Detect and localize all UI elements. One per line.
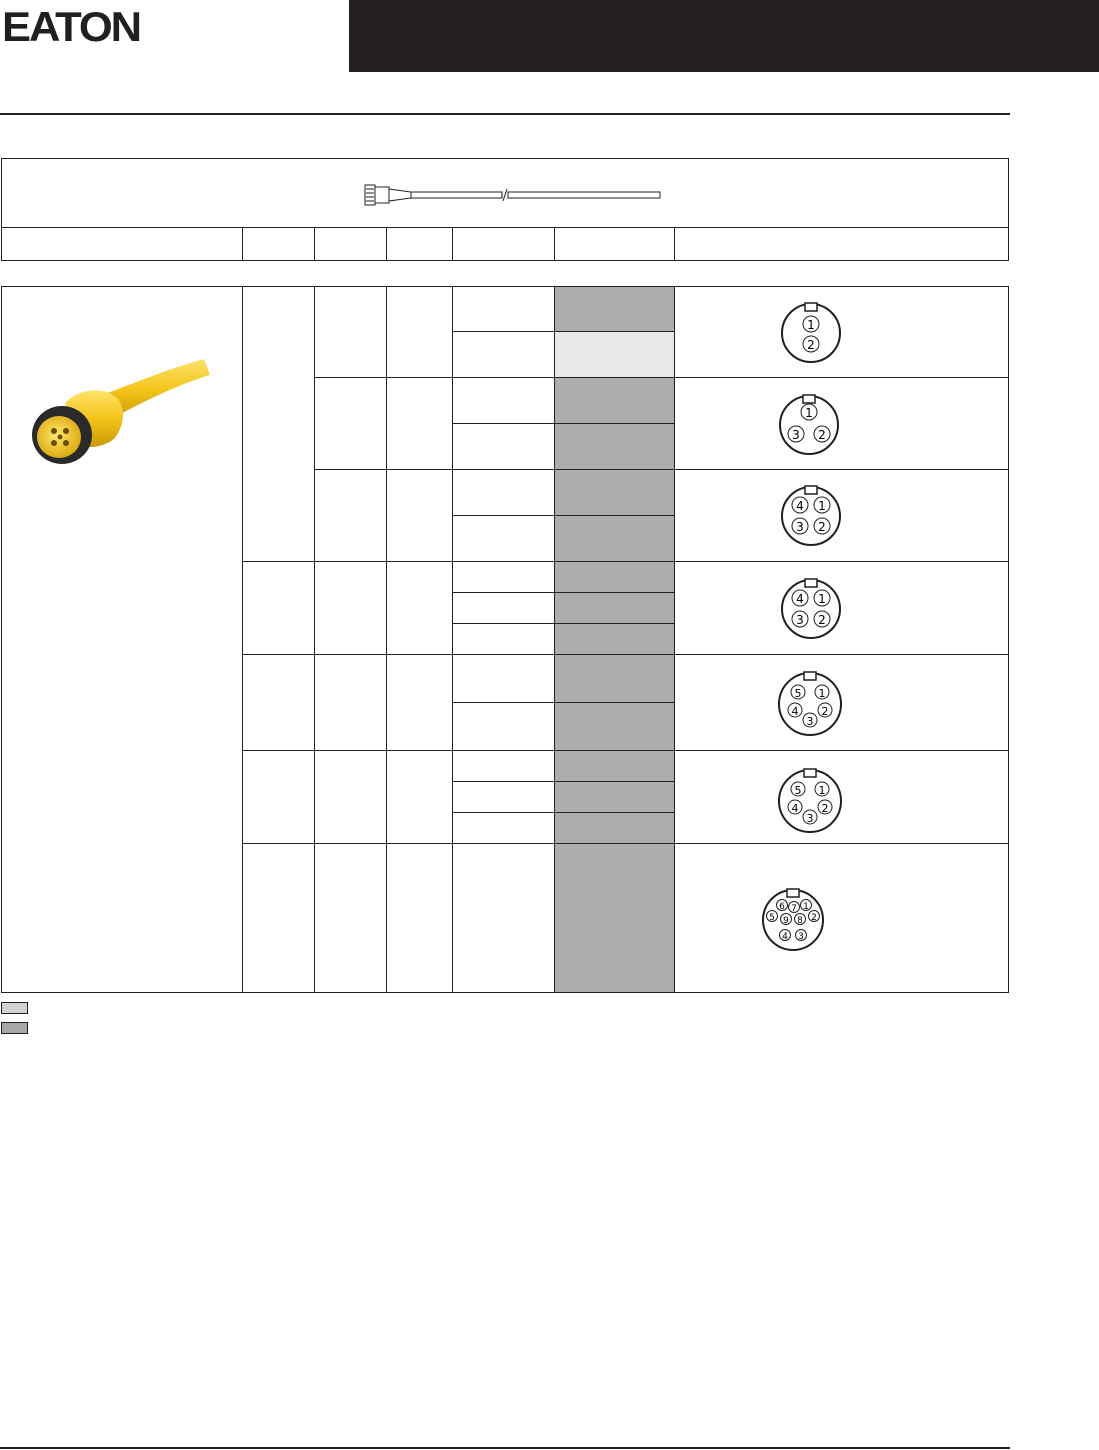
svg-text:1: 1: [818, 784, 826, 797]
svg-text:4: 4: [796, 592, 804, 606]
shaded-cell: [554, 703, 674, 750]
svg-text:3: 3: [792, 428, 800, 442]
svg-text:4: 4: [782, 932, 788, 942]
svg-text:5: 5: [794, 687, 802, 700]
pinout-5-pin-icon: [775, 668, 845, 738]
shaded-cell: [554, 470, 674, 515]
svg-text:4: 4: [791, 705, 799, 718]
eaton-logo: [2, 8, 142, 44]
svg-text:3: 3: [796, 613, 804, 627]
shaded-cell: [554, 424, 674, 469]
shaded-cell: [554, 562, 674, 592]
legend-swatch-light: [1, 1002, 28, 1014]
svg-text:2: 2: [818, 520, 826, 534]
pinout-2-pin-icon: [778, 299, 844, 365]
svg-text:1: 1: [805, 406, 813, 420]
cable-assembly-drawing-icon: [361, 181, 663, 211]
svg-text:1: 1: [803, 902, 809, 912]
svg-text:4: 4: [796, 499, 804, 513]
svg-text:9: 9: [783, 916, 789, 926]
table-header-box: [1, 158, 1009, 261]
svg-text:1: 1: [818, 687, 826, 700]
legend-swatch-dark: [1, 1022, 28, 1034]
svg-text:1: 1: [818, 499, 826, 513]
bottom-rule: [0, 1447, 1010, 1449]
svg-text:5: 5: [769, 913, 775, 923]
pinout-5-pin-icon: [775, 765, 845, 835]
svg-text:8: 8: [797, 916, 803, 926]
svg-text:2: 2: [818, 613, 826, 627]
product-table: [1, 286, 1009, 993]
svg-text:2: 2: [821, 705, 829, 718]
svg-text:3: 3: [806, 812, 814, 825]
connector-cable-photo: [26, 347, 216, 477]
svg-text:3: 3: [796, 520, 804, 534]
pinout-4-pin-icon: [778, 575, 844, 641]
svg-text:1: 1: [818, 592, 826, 606]
svg-text:EATON: EATON: [2, 8, 140, 44]
svg-text:7: 7: [791, 904, 797, 914]
shaded-cell: [554, 378, 674, 423]
svg-text:1: 1: [807, 318, 815, 332]
svg-text:4: 4: [791, 802, 799, 815]
light-shaded-cell: [554, 332, 674, 377]
shaded-cell: [554, 516, 674, 561]
column-headers: [2, 227, 1008, 261]
svg-text:2: 2: [821, 802, 829, 815]
top-rule: [0, 113, 1010, 115]
svg-text:2: 2: [818, 428, 826, 442]
svg-text:2: 2: [807, 338, 815, 352]
pinout-3-pin-icon: [776, 391, 842, 457]
header-band: [349, 0, 1099, 72]
shaded-cell: [554, 655, 674, 702]
pinout-9-pin-icon: [759, 884, 829, 954]
pinout-4-pin-icon: [778, 482, 844, 548]
shaded-cell: [554, 844, 674, 992]
svg-text:3: 3: [806, 715, 814, 728]
svg-text:2: 2: [811, 913, 817, 923]
shaded-cell: [554, 751, 674, 781]
shaded-cell: [554, 287, 674, 331]
shaded-cell: [554, 813, 674, 843]
shaded-cell: [554, 593, 674, 623]
svg-text:3: 3: [798, 932, 804, 942]
svg-text:6: 6: [779, 902, 785, 912]
shaded-cell: [554, 624, 674, 654]
svg-text:5: 5: [794, 784, 802, 797]
shaded-cell: [554, 782, 674, 812]
